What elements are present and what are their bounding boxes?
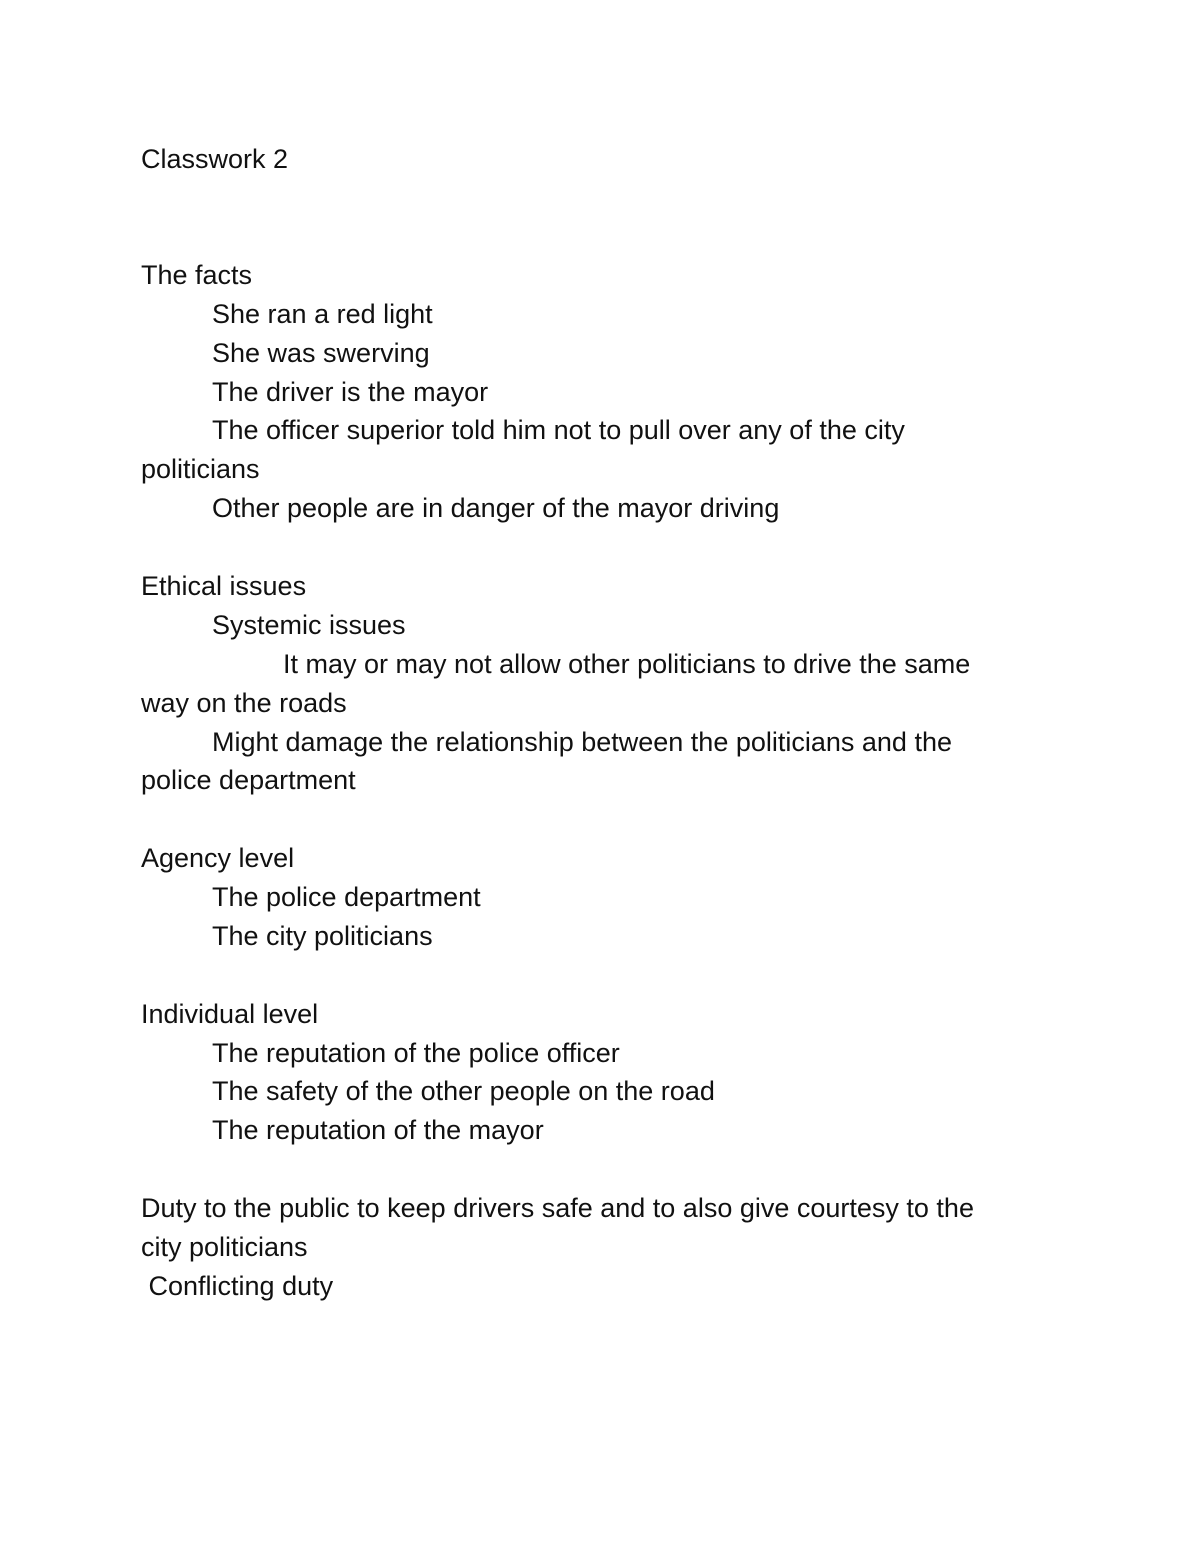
individual-item: The reputation of the police officer	[212, 1038, 620, 1068]
damage-issue-text: Might damage the relationship between the politicians and the	[212, 727, 952, 757]
document-title: Classwork 2	[141, 144, 289, 174]
systemic-issue-continuation: way on the roads	[141, 688, 347, 718]
agency-item: The city politicians	[212, 921, 433, 951]
individual-item: The reputation of the mayor	[212, 1115, 544, 1145]
systemic-issue-text: It may or may not allow other politicians to drive the same	[283, 649, 971, 679]
individual-level-heading: Individual level	[141, 999, 319, 1029]
facts-item-continuation: politicians	[141, 454, 260, 484]
agency-level-heading: Agency level	[141, 843, 295, 873]
facts-heading: The facts	[141, 260, 253, 290]
duty-text: Duty to the public to keep drivers safe and to also give courtesy to the	[141, 1193, 974, 1223]
facts-item: Other people are in danger of the mayor driving	[212, 493, 780, 523]
agency-item: The police department	[212, 882, 481, 912]
conflicting-duty-text: Conflicting duty	[141, 1271, 334, 1301]
ethical-issues-heading: Ethical issues	[141, 571, 307, 601]
duty-text-continuation: city politicians	[141, 1232, 308, 1262]
facts-item: She ran a red light	[212, 299, 433, 329]
facts-item: She was swerving	[212, 338, 430, 368]
facts-item: The driver is the mayor	[212, 377, 489, 407]
individual-item: The safety of the other people on the road	[212, 1076, 715, 1106]
facts-item: The officer superior told him not to pull over any of the city	[212, 415, 905, 445]
damage-issue-continuation: police department	[141, 765, 356, 795]
systemic-issues-heading: Systemic issues	[212, 610, 406, 640]
